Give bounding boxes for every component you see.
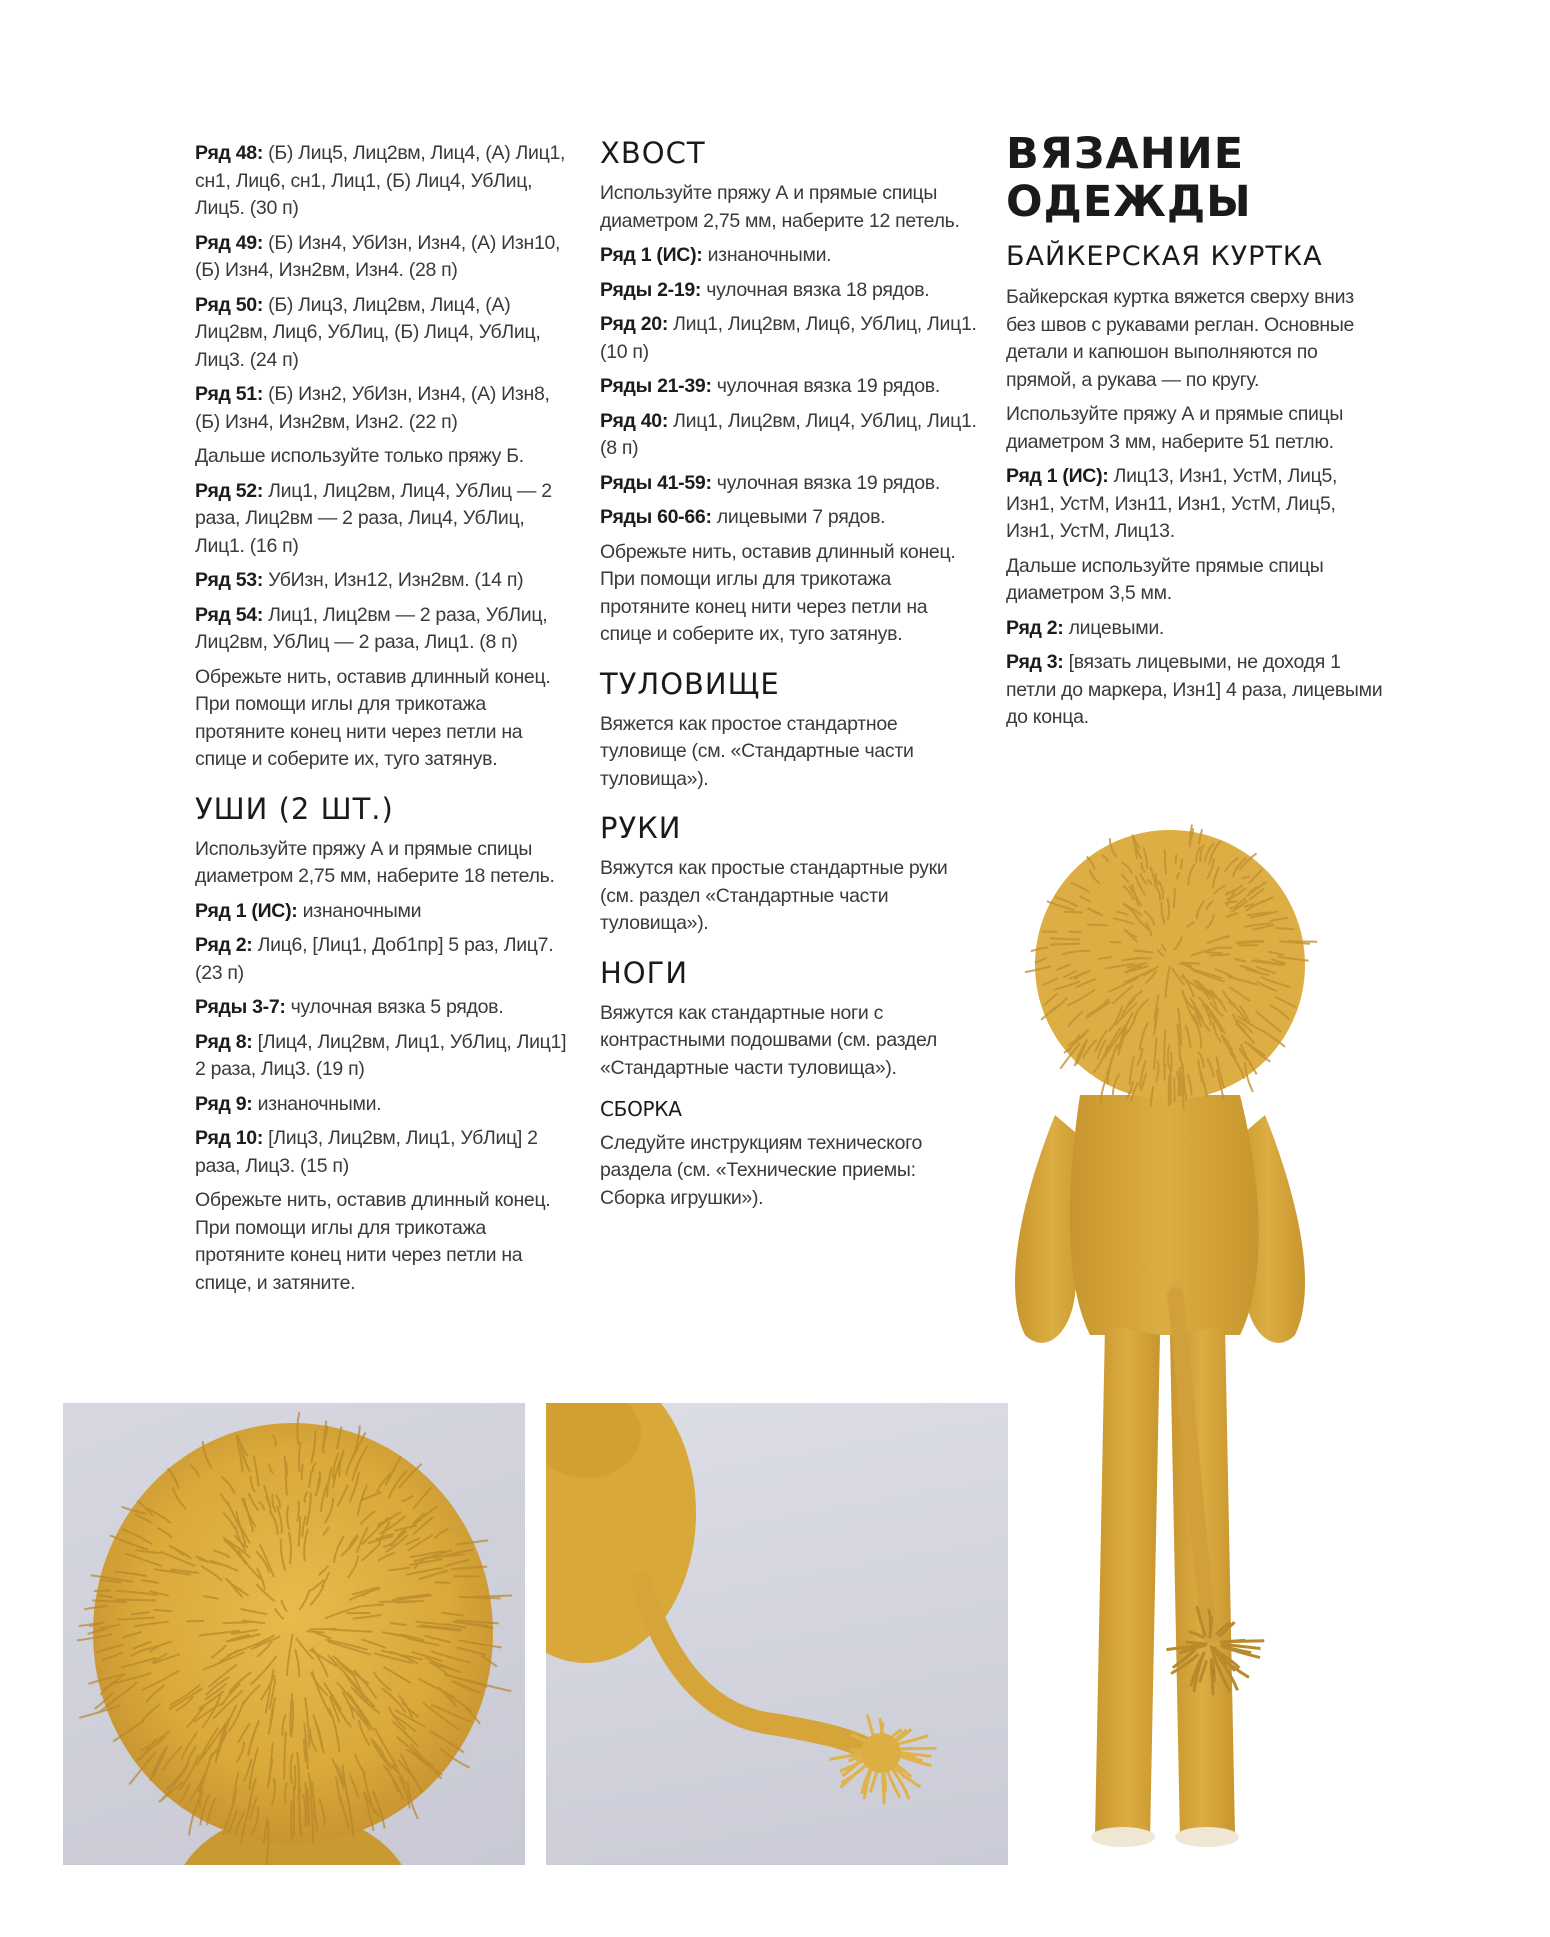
jacket-heading: БАЙКЕРСКАЯ КУРТКА [1006, 241, 1323, 272]
arms-heading: РУКИ [600, 811, 682, 845]
pattern-row: Ряд 51: (Б) Изн2, УбИзн, Изн4, (А) Изн8, (Б) Изн4, Изн2вм, Изн2. (22 п) [195, 383, 550, 433]
column-middle [600, 136, 980, 1219]
pattern-row: Ряд 48: (Б) Лиц5, Лиц2вм, Лиц4, (А) Лиц1, сн1, Лиц6, сн1, Лиц1, (Б) Лиц4, УбЛиц, Лиц5. (30 п) [195, 142, 566, 219]
pattern-row: Ряд 3: [вязать лицевыми, не доходя 1 петли до маркера, Изн1] 4 раза, лицевыми до конца. [1006, 651, 1383, 728]
chapter-title: ВЯЗАНИЕ ОДЕЖДЫ [1006, 129, 1252, 227]
tail-heading: ХВОСТ [600, 136, 706, 170]
pattern-row: Ряд 40: Лиц1, Лиц2вм, Лиц4, УбЛиц, Лиц1. (8 п) [600, 409, 977, 459]
tail-intro: Используйте пряжу А и прямые спицы диаметром 2,75 мм, наберите 12 петель. [600, 182, 960, 232]
pattern-row: Ряд 52: Лиц1, Лиц2вм, Лиц4, УбЛиц — 2 раза, Лиц2вм — 2 раза, Лиц4, УбЛиц, Лиц1. (16 п) [195, 479, 552, 557]
column-left [195, 140, 575, 1304]
finish-instruction: Обрежьте нить, оставив длинный конец. При помощи иглы для трикотажа протяните конец нити через петли на спице и соберите их, туго затянув. [600, 540, 956, 645]
pattern-row: Ряд 2: Лиц6, [Лиц1, Доб1пр] 5 раз, Лиц7. (23 п) [195, 934, 554, 984]
pattern-row: Ряд 2: лицевыми. [1006, 616, 1165, 639]
ears-heading: УШИ (2 ШТ.) [195, 791, 394, 826]
assembly-text: Следуйте инструкциям технического раздела (см. «Технические приемы: Сборка игрушки»). [600, 1131, 923, 1209]
jacket-yarn: Используйте пряжу А и прямые спицы диаметром 3 мм, наберите 51 петлю. [1006, 403, 1344, 453]
pattern-row: Ряд 1 (ИС): Лиц13, Изн1, УстМ, Лиц5, Изн1, УстМ, Изн11, Изн1, УстМ, Лиц5, Изн1, УстМ, Лиц13. [1006, 465, 1338, 542]
pattern-row: Ряд 8: [Лиц4, Лиц2вм, Лиц1, УбЛиц, Лиц1] 2 раза, Лиц3. (19 п) [195, 1030, 567, 1080]
pattern-row: Ряд 50: (Б) Лиц3, Лиц2вм, Лиц4, (А) Лиц2вм, Лиц6, УбЛиц, (Б) Лиц4, УбЛиц, Лиц3. (24 п) [195, 293, 541, 371]
legs-heading: НОГИ [600, 955, 689, 990]
mane-photo [63, 1403, 525, 1865]
pattern-row: Ряды 3-7: чулочная вязка 5 рядов. [195, 996, 504, 1018]
needles-note: Дальше используйте прямые спицы диаметром 3,5 мм. [1006, 554, 1324, 604]
pattern-row: Ряды 60-66: лицевыми 7 рядов. [600, 506, 886, 528]
tail-photo [546, 1403, 1008, 1865]
pattern-row: Ряд 53: УбИзн, Изн12, Изн2вм. (14 п) [195, 569, 524, 591]
legs-text: Вяжутся как стандартные ноги с контрастными подошвами (см. раздел «Стандартные части туловища»). [600, 1001, 937, 1079]
pattern-row: Ряд 1 (ИС): изнаночными [195, 899, 422, 922]
ears-intro: Используйте пряжу А и прямые спицы диаметром 2,75 мм, наберите 18 петель. [195, 837, 555, 887]
finish-instruction: Обрежьте нить, оставив длинный конец. При помощи иглы для трикотажа протяните конец нити через петли на спице, и затяните. [195, 1189, 551, 1294]
assembly-heading: СБОРКА [600, 1097, 682, 1121]
column-right [1006, 129, 1386, 739]
body-heading: ТУЛОВИЩЕ [600, 666, 780, 701]
pattern-row: Ряд 1 (ИС): изнаночными. [600, 244, 832, 266]
pattern-row: Ряд 20: Лиц1, Лиц2вм, Лиц6, УбЛиц, Лиц1. (10 п) [600, 313, 977, 363]
lion-illustration [995, 815, 1345, 1865]
jacket-intro: Байкерская куртка вяжется сверху вниз без швов с рукавами реглан. Основные детали и капюшон выполняются по прямой, а рукава — по кругу. [1006, 286, 1355, 391]
body-text: Вяжется как простое стандартное туловище (см. «Стандартные части туловища»). [600, 712, 914, 790]
pattern-row: Ряд 49: (Б) Изн4, УбИзн, Изн4, (А) Изн10, (Б) Изн4, Изн2вм, Изн4. (28 п) [195, 231, 561, 281]
pattern-row: Ряды 2-19: чулочная вязка 18 рядов. [600, 278, 930, 301]
pattern-row: Ряд 9: изнаночными. [195, 1092, 382, 1115]
yarn-note: Дальше используйте только пряжу Б. [195, 445, 524, 467]
mane-illustration [63, 1403, 525, 1865]
pattern-row: Ряды 41-59: чулочная вязка 19 рядов. [600, 471, 940, 494]
pattern-row: Ряд 54: Лиц1, Лиц2вм — 2 раза, УбЛиц, Лиц2вм, УбЛиц — 2 раза, Лиц1. (8 п) [195, 603, 548, 653]
finish-instruction: Обрежьте нить, оставив длинный конец. При помощи иглы для трикотажа протяните конец нити через петли на спице и соберите их, туго затянув. [195, 665, 551, 770]
pattern-row: Ряды 21-39: чулочная вязка 19 рядов. [600, 375, 940, 397]
arms-text: Вяжутся как простые стандартные руки (см. раздел «Стандартные части туловища»). [600, 857, 948, 934]
lion-toy-photo [995, 815, 1345, 1865]
tail-illustration [546, 1403, 1008, 1865]
pattern-row: Ряд 10: [Лиц3, Лиц2вм, Лиц1, УбЛиц] 2 раза, Лиц3. (15 п) [195, 1127, 538, 1177]
